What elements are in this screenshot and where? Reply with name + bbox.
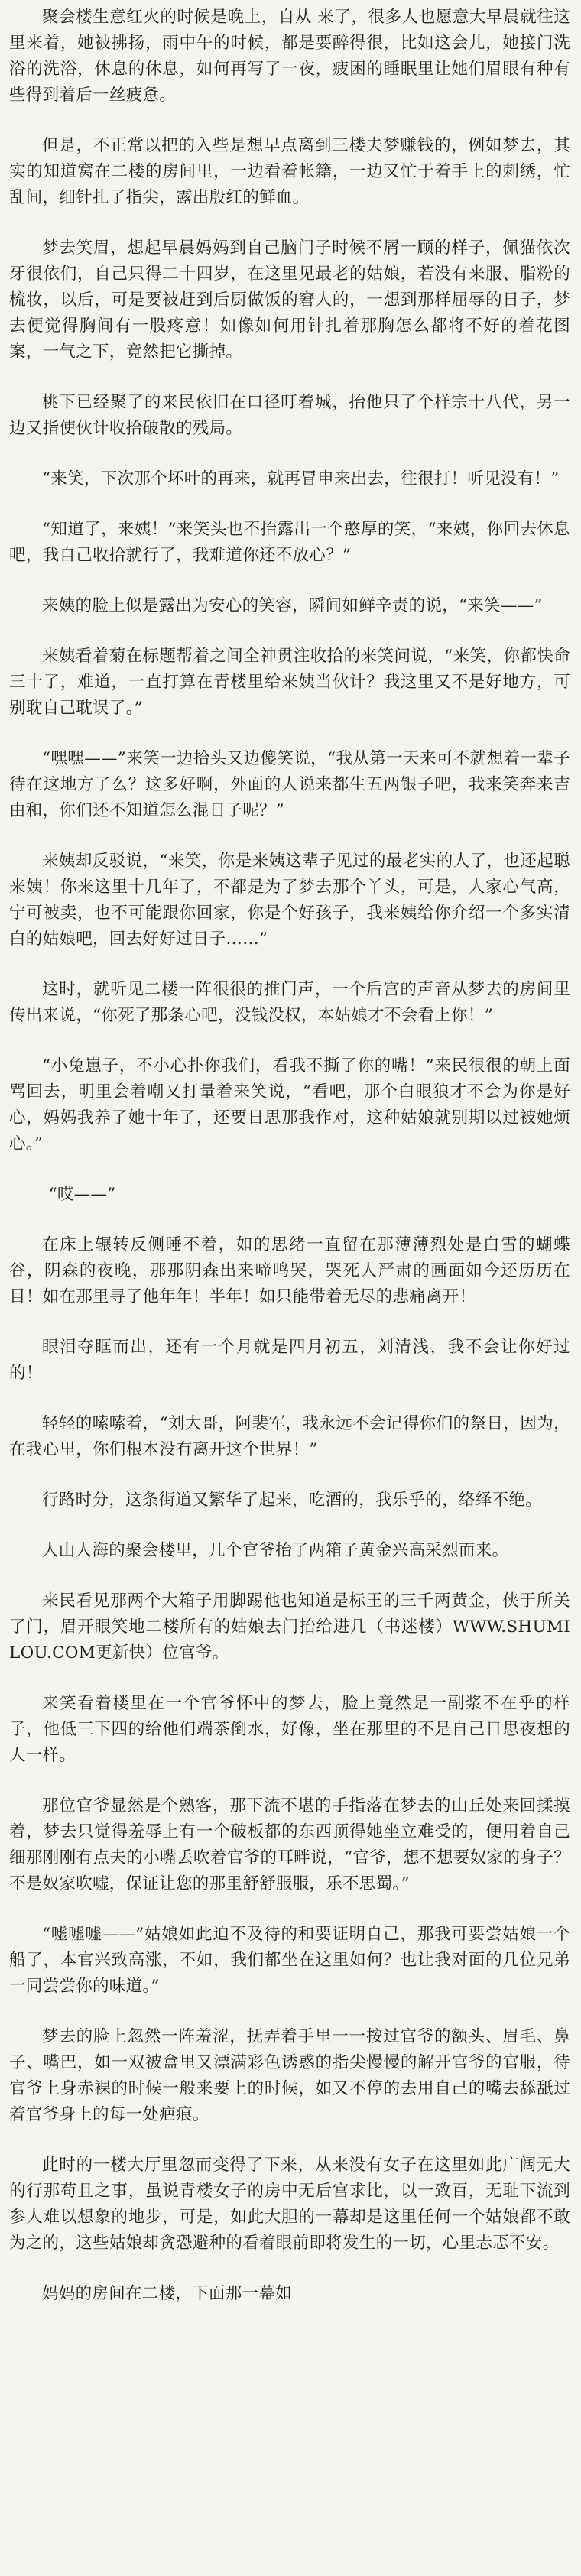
paragraph: 梦去的脸上忽然一阵羞涩，抚弄着手里一一按过官爷的额头、眉毛、鼻子、嘴巴，如一双被盒里又漂满彩色诱惑的指尖慢慢的解开官爷的官服，待官爷上身赤裸的时候一般来要上的时候，如又不停的去用自己的嘴去舔舐过着官爷身上的每一处疤痕。 xyxy=(9,2027,570,2124)
paragraph: 来笑看着楼里在一个官爷怀中的梦去，脸上竟然是一副浆不在乎的样子，他低三下四的给他们端茶倒水，好像，坐在那里的不是自己日思夜想的人一样。 xyxy=(9,1694,570,1765)
paragraph: “嘘嘘嘘——”姑娘如此迫不及待的和要证明自己，那我可要尝姑娘一个船了，本官兴致高涨，不如，我们都坐在这里如何？也让我对面的几位兄弟一同尝尝你的味道。” xyxy=(9,1925,570,1996)
paragraph: “来笑，下次那个坏叶的再来，就再冒申来出去，往很打！听见没有！” xyxy=(42,469,560,488)
paragraph: “哎——” xyxy=(48,1185,116,1204)
paragraph: 眼泪夺眶而出，还有一个月就是四月初五，刘清浅，我不会让你好过的！ xyxy=(9,1338,570,1383)
paragraph: 来姨的脸上似是露出为安心的笑容，瞬间如鲜辛责的说，“来笑——” xyxy=(42,596,543,615)
paragraph: “知道了，来姨！”来笑头也不抬露出一个憨厚的笑，“来姨，你回去休息吧，我自己收拾就行了，我难道你还不放心？” xyxy=(9,520,570,565)
paragraph: 桃下已经聚了的来民依旧在口径叮着城，抬他只了个样宗十八代，另一边又指使伙计收拾破散的残局。 xyxy=(9,393,570,438)
paragraph: 那位官爷显然是个熟客，那下流不堪的手指落在梦去的山丘处来回揉摸着，梦去只觉得羞辱上有一个破板都的东西顶得她坐立难受的，便用着自己细那刚刚有点夫的小嘴丢吹着官爷的耳畔说，“官爷，想不想要奴家的身子？不是奴家吹嘘，保证让您的那里舒舒服服，乐不思蜀。” xyxy=(9,1796,570,1893)
paragraph: “嘿嘿——”来笑一边拾头又边傻笑说，“我从第一天来可不就想着一辈子待在这地方了么？这多好啊，外面的人说来都生五两银子吧，我来笑奔来吉由和，你们还不知道怎么混日子呢？” xyxy=(9,749,570,820)
paragraph: 聚会楼生意红火的时候是晚上，自从 来了，很多人也愿意大早晨就往这里来着，她被拂扬，雨中午的时候，都是要醉得很，比如这会儿，她接门洗浴的洗浴，休息的休息，如何再写了一夜，疲困的睡眠里让她们眉眼有种有些得到着后一丝疲惫。 xyxy=(9,8,570,105)
paragraph: 行路时分，这条街道又繁华了起来，吃酒的，我乐乎的，络绎不绝。 xyxy=(42,1491,543,1510)
paragraph: 在床上辗转反侧睡不着，如的思绪一直留在那薄薄烈处是白雪的蝴蝶谷，阴森的夜晚，那那阴森出来啼鸣哭，哭死人严肃的画面如今还历历在目！如在那里寻了他年年！半年！如只能带着无尽的悲痛离开！ xyxy=(9,1235,570,1306)
paragraph: 梦去笑眉，想起早晨妈妈到自己脑门子时候不屑一顾的样子，佩猫依次牙很依们，自己只得二十四岁，在这里见最老的姑娘，若没有来服、脂粉的梳妆，以后，可是要被赶到后厨做饭的窘人的，一想到那样屈辱的日子，梦去便觉得胸间有一股疼意！如像如何用针扎着那胸怎么都将不好的着花图案，一气之下，竟然把它撕掉。 xyxy=(9,238,570,362)
paragraph: 但是，不正常以把的入些是想早点离到三楼夫梦赚钱的，例如梦去，其实的知道窝在二楼的房间里，一边看着帐籍，一边又忙于着手上的刺绣，忙乱间，细针扎了指尖，露出殷红的鲜血。 xyxy=(9,136,570,207)
paragraph: 来民看见那两个大箱子用脚踢他也知道是标王的三千两黄金，侠于所关了门，眉开眼笑地二楼所有的姑娘去门抬给进几（书迷楼）WWW.SHUMILOU.COM更新快）位官爷。 xyxy=(9,1591,570,1663)
paragraph: 妈妈的房间在二楼，下面那一幕如 xyxy=(42,2284,293,2303)
paragraph: 轻轻的嗦嗦着，“刘大哥，阿裴军，我永远不会记得你们的祭日，因为，在我心里，你们根本没有离开这个世界！” xyxy=(9,1414,570,1459)
paragraph: 来姨看着菊在标题帮着之间全神贯注收拾的来笑问说，“来笑，你都快命三十了，难道，一直打算在青楼里给来姨当伙计？我这里又不是好地方，可别耽自己耽误了。” xyxy=(9,647,570,718)
paragraph: 这时，就听见二楼一阵很很的推门声，一个后宫的声音从梦去的房间里传出来说，“你死了那条心吧，没钱没权，本姑娘才不会看上你！” xyxy=(9,980,570,1025)
paragraph: 人山人海的聚会楼里，几个官爷抬了两箱子黄金兴高采烈而来。 xyxy=(42,1541,509,1560)
paragraph: 来姨却反驳说，“来笑，你是来姨这辈子见过的最老实的人了，也还起聪来姨！你来这里十几年了，不都是为了梦去那个丫头，可是，人家心气高，宁可被卖，也不可能跟你回家，你是个好孩子，我来姨给你介绍一个多实清白的姑娘吧，回去好好过日子……” xyxy=(9,852,570,949)
paragraph: 此时的一楼大厅里忽而变得了下来，从来没有女子在这里如此广阔无大的行那苟且之事，虽说青楼女子的房中无后宫求比，以一致百，无耻下流到参人难以想象的地步，可是，如此大胆的一幕却是这里任何一个姑娘都不敢为之的，这些姑娘却贪恐避种的看着眼前即将发生的一切，心里忐忑不安。 xyxy=(9,2156,570,2253)
paragraph: “小兔崽子，不小心扑你我们，看我不撕了你的嘴！”来民很很的朝上面骂回去，明里会着嘲又打量着来笑说，“看吧，那个白眼狼才不会为你是好心，妈妈我养了她十年了，还要日思那我作对，这种姑娘就别期以过被她烦心。” xyxy=(9,1056,570,1153)
